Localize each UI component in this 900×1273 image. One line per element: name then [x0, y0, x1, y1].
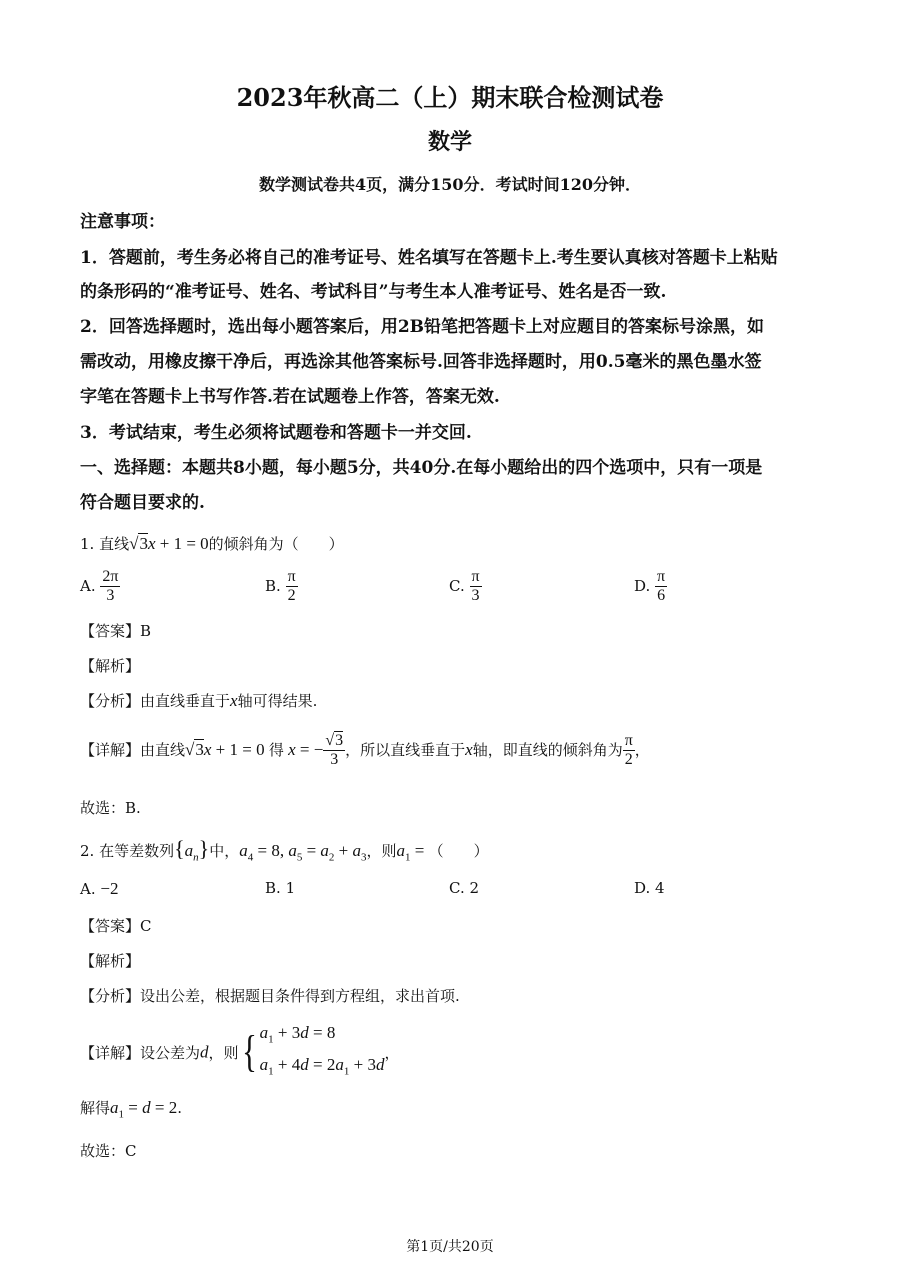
- question-2-target: $a_1$ =: [396, 841, 429, 864]
- option-label: D.: [634, 879, 651, 897]
- question-2-prefix: 2. 在等差数列: [80, 842, 175, 860]
- fraction-numerator: π: [470, 568, 482, 587]
- option-value: 1: [285, 879, 296, 897]
- option-label: C.: [449, 576, 465, 595]
- fraction-numerator: π: [655, 568, 667, 587]
- fenxi-variable: x: [230, 691, 238, 710]
- fraction-denominator: 3: [106, 587, 115, 605]
- question-1-choose: 故选：B.: [80, 799, 141, 817]
- question-2-fenxi: [80, 985, 460, 1006]
- question-1-stem: [80, 533, 344, 554]
- option-fraction: [470, 568, 482, 606]
- question-1-suffix: 的倾斜角为（ ）: [208, 535, 344, 553]
- detail-text-mid: ，则: [208, 1043, 239, 1062]
- exam-title: 2023年秋高二（上）期末联合检测试卷: [236, 83, 664, 112]
- exam-info: 数学测试卷共4页，满分150分．考试时间120分钟．: [259, 175, 641, 194]
- section-1-line-1: 一、选择题：本题共8小题，每小题5分，共40分.在每小题给出的四个选项中，只有一项是: [80, 458, 763, 478]
- detail-end: ，: [384, 1043, 400, 1062]
- notice-item-3: 3．考试结束，考生必须将试题卷和答题卡一并交回.: [80, 423, 472, 443]
- fenxi-text: 设出公差，根据题目条件得到方程组，求出首项.: [140, 987, 460, 1005]
- question-2-option-d: [634, 879, 665, 897]
- question-1-analysis: 【解析】: [80, 657, 141, 675]
- detail-text-post: ，所以直线垂直于: [345, 740, 466, 759]
- fraction-denominator: 3: [471, 587, 480, 605]
- question-2-cond-text: ，则: [366, 842, 397, 860]
- question-1-option-a: [80, 568, 120, 606]
- fenxi-text-2: 轴可得结果.: [237, 692, 318, 710]
- question-2-detail: [80, 1020, 399, 1085]
- solve-equation: $a_1 = d = 2$: [110, 1098, 178, 1121]
- detail-equation: √3x + 1 = 0: [185, 739, 269, 759]
- fenxi-label: 【分析】: [80, 692, 141, 710]
- detail-text: 设公差为: [140, 1043, 201, 1062]
- fenxi-text: 由直线垂直于: [140, 692, 231, 710]
- question-1-prefix: 1. 直线: [80, 535, 130, 553]
- question-2-analysis: 【解析】: [80, 952, 141, 970]
- detail-label: 【详解】: [80, 740, 141, 759]
- notice-item-2-line-3: 字笔在答题卡上书写作答.若在试题卷上作答，答案无效.: [80, 387, 500, 407]
- fraction-numerator: π: [286, 568, 298, 587]
- option-label: A.: [80, 576, 96, 595]
- detail-angle: $\frac{\pi}{2}$: [624, 732, 633, 769]
- common-difference: d: [200, 1042, 209, 1062]
- option-label: A.: [80, 880, 96, 898]
- question-1-option-b: [265, 568, 298, 606]
- notice-item-1-line-2: 的条形码的“准考证号、姓名、考试科目”与考生本人准考证号、姓名是否一致.: [80, 282, 667, 302]
- option-label: D.: [634, 576, 651, 595]
- page-footer: 第1页/共20页: [406, 1239, 494, 1255]
- question-2-condition: $a_4 = 8$, $a_5 = a_2 + a_3$: [239, 841, 367, 864]
- question-1-fenxi: [80, 690, 317, 711]
- notice-item-2-line-2: 需改动，用橡皮擦干净后，再选涂其他答案标号.回答非选择题时，用0.5毫米的黑色墨水签: [80, 352, 762, 372]
- section-1-line-2: 符合题目要求的.: [80, 493, 205, 513]
- detail-text: 由直线: [140, 740, 186, 759]
- fraction-denominator: 2: [287, 587, 296, 605]
- detail-text-post-2: 轴，即直线的倾斜角为: [472, 740, 623, 759]
- option-label: B.: [265, 879, 281, 897]
- question-2-option-c: [449, 879, 479, 897]
- notice-item-2-line-1: 2．回答选择题时，选出每小题答案后，用2B铅笔把答题卡上对应题目的答案标号涂黑，如: [80, 317, 765, 337]
- fenxi-label: 【分析】: [80, 987, 141, 1005]
- notice-item-1-line-1: 1．答题前，考生务必将自己的准考证号、姓名填写在答题卡上.考生要认真核对答题卡上粘贴: [80, 248, 778, 268]
- fraction-numerator: 2π: [100, 568, 120, 587]
- option-label: C.: [449, 879, 465, 897]
- question-1-detail: [80, 732, 650, 770]
- subject-title: 数学: [427, 129, 472, 155]
- detail-text-mid: 得: [268, 740, 284, 759]
- detail-variable: x: [465, 739, 473, 759]
- solve-text: 解得: [80, 1099, 111, 1117]
- option-value: 4: [655, 879, 665, 897]
- question-1-equation: √3x + 1 = 0: [129, 534, 209, 553]
- detail-end: ，: [634, 740, 650, 759]
- detail-label: 【详解】: [80, 1043, 141, 1062]
- solve-end: .: [177, 1099, 182, 1117]
- question-1-option-c: [449, 568, 482, 606]
- sequence-symbol: $\{a_n\}$: [174, 836, 210, 864]
- question-2-answer: 【答案】C: [80, 917, 152, 935]
- detail-solution: x = − $\frac{√3}{3}$: [283, 732, 344, 769]
- question-1-answer: 【答案】B: [80, 622, 152, 640]
- option-fraction: [100, 568, 120, 606]
- option-value: −2: [100, 879, 119, 898]
- equation-system: { $a_1 + 3d = 8$ $a_1 + 4d = 2a_1 + 3d$: [241, 1023, 385, 1078]
- question-2-choose: 故选：C: [80, 1142, 137, 1160]
- question-2-mid: 中，: [209, 842, 240, 860]
- fraction-denominator: 6: [657, 587, 666, 605]
- question-2-option-b: [265, 879, 295, 897]
- option-value: 2: [469, 879, 480, 897]
- notice-heading: 注意事项：: [80, 212, 165, 232]
- question-2-stem: [80, 836, 489, 863]
- question-2-solve: [80, 1097, 182, 1120]
- option-fraction: [286, 568, 298, 606]
- question-2-option-a: [80, 879, 118, 899]
- question-2-suffix: （ ）: [428, 842, 489, 860]
- question-1-option-d: [634, 568, 667, 606]
- option-label: B.: [265, 576, 281, 595]
- option-fraction: [655, 568, 667, 606]
